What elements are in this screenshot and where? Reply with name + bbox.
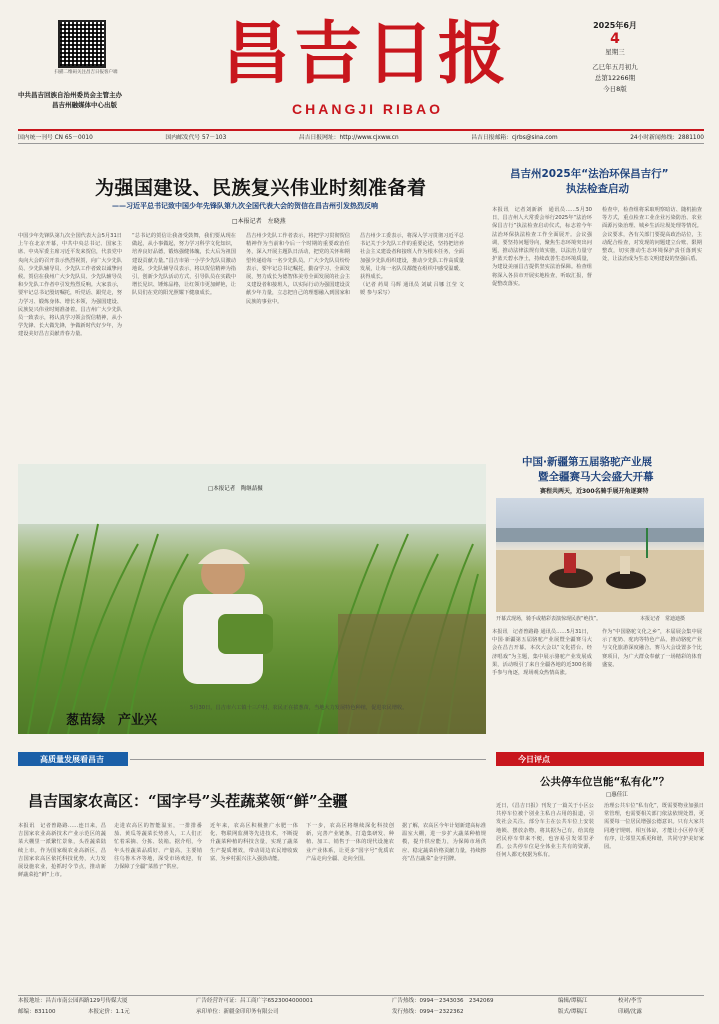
commentary-tag-bar (496, 752, 704, 766)
section-tag-label: 高质量发展看昌吉 (40, 755, 104, 764)
commentary-tag-label: 今日评点 (518, 755, 550, 764)
photo1-caption-title: 葱苗绿 产业兴 (66, 713, 158, 728)
commentary-body-2: 治理公共车位“私有化”，既需要物业加强日常管理，也需要相关部门依法依规处置，更需要每一位居民增强公德意识。只有大家共同遵守规则、相互体谅，才能让小区停车更有序，让邻里关系更和谐，共同守护美好家园。 (604, 803, 704, 851)
footer-layout: 版式/谭稿江 (558, 1009, 588, 1015)
footer-print: 印刷/沈露 (618, 1009, 642, 1015)
bottom-body-col-4: 下一步，农高区将继续深化科技创新，完善产业链条，打造集研发、种植、加工、销售于一体的现代设施农业产业体系，让更多“国字号”优质农产品走向全疆、走向全国。 (306, 823, 394, 862)
lead-byline: □本报记者 左晓燕 (232, 218, 286, 225)
lead-title: 为强国建设、民族复兴伟业时刻准备着 (95, 177, 427, 199)
bottom-body-col-1: 本报讯 记者曾路路……连日来，昌吉国家农业高新技术产业示范区的蔬菜大棚里一派繁忙景象，头茬蔬菜陆续上市。作为国家级农业高新区，昌吉国家农高区依托科技优势，大力发展设施农业，抢抓时令节点，推动新鲜蔬菜抢“鲜”上市。 (18, 823, 106, 879)
commentary-byline: □惠佳江 (606, 792, 628, 798)
date-weekday: 星期三 (605, 48, 625, 56)
right-top-title-1: 昌吉州2025年“法治环保昌吉行” (510, 168, 669, 180)
field-illustration (18, 464, 486, 734)
commentary-body-1: 近日，《昌吉日报》刊发了一篇关于小区公共停车位被个别业主私自占用的报道，引发社会关注。部分车主在公共车位上安装地锁、摆放杂物，将其据为己有，给其他居民停车带来不便，也容易引发邻里矛盾。公共停车位是全体业主共有的资源，任何人都无权据为私有。 (496, 803, 594, 859)
date-lunar: 乙巳年五月初九 (592, 63, 638, 71)
right-mid-body-2: 作为“中国骆驼文化之乡”，本届展会集中展示了驼奶、驼肉等特色产品，推动骆驼产业与文化旅游深度融合。赛马大会设置多个比赛项目，为广大群众奉献了一场精彩的体育盛宴。 (602, 629, 702, 668)
masthead-pinyin: CHANGJI RIBAO (292, 101, 444, 117)
section-tag (18, 752, 128, 766)
footer-price: 本报定价：1.1元 (88, 1009, 130, 1015)
info-bar (18, 132, 704, 141)
horse-race-photo[interactable] (496, 498, 704, 612)
race-illustration (496, 498, 704, 612)
footer-proofreader: 校对/李雪 (618, 998, 642, 1004)
race-photo-credit: 本报记者 常迪迪摄 (640, 616, 686, 622)
date-month: 2025年6月 (593, 21, 637, 30)
footer-editor: 编辑/谭稿江 (558, 998, 588, 1004)
date-day: 4 (610, 31, 620, 47)
lead-body-col-4: 昌吉州少工委表示，将深入学习贯彻习近平总书记关于少先队工作的重要论述，坚持把培养社会主义建设者和接班人作为根本任务，全面加强少先队组织建设，推动少先队工作高质量发展，让每一名队员都能在组织中感受温暖、获得成长。 （记者 药周 马辉 通讯员 刘斌 吕娜 江莹 文媛 参与采写） (360, 233, 464, 297)
footer-printer: 承印单位：新疆金印印务有限公司 (196, 1009, 279, 1015)
footer-ad-license: 广告经营许可证：昌工商广字6523004000001 (196, 998, 313, 1004)
commentary-title: 公共停车位岂能“私有化”？ (540, 776, 670, 788)
sponsor-line-2: 昌吉州融媒体中心出版 (52, 101, 117, 109)
lead-body-col-1: 中国少年先锋队第九次全国代表大会5月31日上午在北京开幕，中共中央总书记、国家主席、中央军委主席习近平发来贺信，代表党中央向大会的召开表示热烈祝贺，向广大少先队员、少先队辅导员、少先队工作者致以诚挚问候。贺信在我州广大少先队员、少先队辅导员和少先队工作者中引发热烈反响。大家表示，要牢记总书记殷切嘱托，听党话、跟党走，努力学习、锻炼身体、增长本领，为强国建设、民族复兴伟业时刻准备着。昌吉州广大少先队员一致表示，将认真学习领会贺信精神，从小学先锋、长大做先锋，争做新时代好少年，为建设美好昌吉贡献青春力量。 (18, 233, 122, 338)
date-block (575, 20, 655, 93)
footer-address: 本报地址：昌吉市南公园西路129号传媒大厦 (18, 998, 128, 1004)
right-top-title-2: 执法检查启动 (566, 183, 629, 195)
issue-number: 总第12266期 (594, 74, 636, 82)
footer-rule (18, 995, 704, 996)
qr-caption: 扫描二维码关注昌吉日报客户端 (54, 70, 118, 75)
lead-body-col-3: 昌吉州少先队工作者表示，将把学习贯彻贺信精神作为当前和今后一个时期的重要政治任务，深入开展主题队日活动，把党的关怀和期望传递给每一名少先队员。广大少先队员纷纷表示，要牢记总书记嘱托，勤奋学习、全面发展，努力成长为德智体美劳全面发展的社会主义建设者和接班人，以实际行动为强国建设贡献少年力量，立志把自己的理想融入到国家和民族的事业中。 (246, 233, 350, 305)
bottom-lead-title: 昌吉国家农高区：“国字号”头茬蔬菜领“鲜”全疆 (28, 792, 348, 810)
masthead-title: 昌吉日报 (222, 14, 511, 94)
masthead-rule-bottom (18, 143, 704, 144)
qr-code[interactable] (58, 20, 106, 68)
race-photo-caption: 开幕式现场，骑手或精彩表演惊现民族“绝技”。 (496, 616, 602, 622)
right-mid-body-1: 本报讯 记者曾路路 通讯员……5月31日，中国·新疆第五届骆驼产业展暨全疆赛马大会在昌吉开幕。本次大会以“文化搭台、经济唱戏”为主题，集中展示骆驼产业发展成果，活动吸引了来自全疆各地的近300名骑手参与角逐，现场观众热情高涨。 (492, 629, 592, 677)
right-mid-title-1: 中国·新疆第五届骆驼产业展 (522, 456, 652, 468)
footer (18, 997, 704, 1021)
sponsor-line-1: 中共昌吉回族自治州委员会主管主办 (18, 91, 122, 99)
lead-body-col-2: “总书记的贺信让我备受鼓舞，我们要从现在做起，从小事做起，努力学习科学文化知识，培养良好品德，锻炼强健体魄，长大后为祖国建设贡献力量。”昌吉市第一小学少先队员激动地说。少先队辅导员表示，将以贺信精神为指引，创新少先队活动方式，引导队员在实践中增长见识、锤炼品格，让红领巾更加鲜艳，让队员们在党的阳光照耀下健康成长。 (132, 233, 236, 297)
green-onion-field-photo[interactable] (18, 464, 486, 734)
photo1-caption: 5月30日，昌吉市六工镇十三户村，农民正在拔葱苗，当地大力发展特色种植，促进农民增收。 (190, 705, 408, 711)
info-cn-number: 国内统一刊号 CN 65－0010 (18, 135, 93, 141)
lead-subtitle: ——习近平总书记致中国少年先锋队第九次全国代表大会的贺信在昌吉州引发热烈反响 (112, 202, 378, 210)
right-top-byline: 本报讯 记者刘新新 通讯员 (492, 207, 566, 213)
bottom-body-col-5: 据了解，农高区今年计划新建高标准温室大棚，进一步扩大蔬菜种植规模，提升供应能力，为保障市场供应、稳定蔬菜价格贡献力量，持续擦亮“昌吉蔬菜”金字招牌。 (402, 823, 486, 862)
section-rule (130, 759, 486, 760)
bottom-body-col-2: 走进农高区的智能温室，一排排番茄、黄瓜等蔬菜长势喜人，工人们正忙着采摘、分拣、装箱。据介绍，今年头茬蔬菜品质好、产量高，主要销往乌鲁木齐等地，深受市场欢迎，有力保障了全疆“菜篮子”供应。 (114, 823, 202, 871)
footer-distribution: 发行热线：0994－2322362 (392, 1009, 464, 1015)
masthead-rule-top (18, 129, 704, 131)
info-hotline: 24小时新闻热线：2881100 (630, 135, 704, 141)
info-website[interactable]: 昌吉日报网址：http://www.cjxww.cn (298, 135, 399, 141)
footer-postcode: 邮编：831100 (18, 1009, 56, 1015)
bottom-body-col-3: 近年来，农高区积极推广水肥一体化、物联网监测等先进技术，不断提升蔬菜种植的科技含量，实现了蔬菜生产提质增效，带动周边农民增收致富，为乡村振兴注入强劲动能。 (210, 823, 298, 862)
page-count: 今日8版 (603, 85, 627, 93)
bottom-lead-byline: 本报讯 记者曾路路 (18, 823, 68, 829)
right-mid-subtitle: 赛程共两天，近300名骑手展开角逐赛特 (540, 488, 649, 495)
info-post-code: 国内邮发代号 57－103 (165, 135, 227, 141)
photo1-credit: □本报记者 陶继喆摄 (208, 486, 263, 492)
right-top-body-2: 检查中，检查组将采取明察暗访、随机抽查等方式，重点检查工业企业污染防治、农业面源污染治理、城乡生活垃圾处理等情况。会议要求，各有关部门要提高政治站位，主动配合检查，对发现的问题建立台账、限期整改，切实推动生态环境保护责任落到实处，让法治成为生态文明建设的坚强后盾。 (602, 207, 702, 263)
footer-ad-hotline: 广告热线：0994－2343036 2342069 (392, 998, 494, 1004)
info-email[interactable]: 昌吉日报邮箱：cjrbs@sina.com (471, 135, 558, 141)
right-top-body-1: 本报讯 记者刘新新 通讯员……5月30日，昌吉州人大常委会举行2025年“法治环保昌吉行”执法检查启动仪式，标志着今年法治环保执法检查工作全面展开。会议强调，要坚持问题导向，聚焦生态环境突出问题，推动法律法规有效实施，以法治力量守护蓝天碧水净土，持续改善生态环境质量，为建设美丽昌吉提供坚实法治保障。检查组将深入各县市开展实地检查，听取汇报，督促整改落实。 (492, 207, 592, 287)
right-mid-title-2: 暨全疆赛马大会盛大开幕 (538, 471, 654, 483)
